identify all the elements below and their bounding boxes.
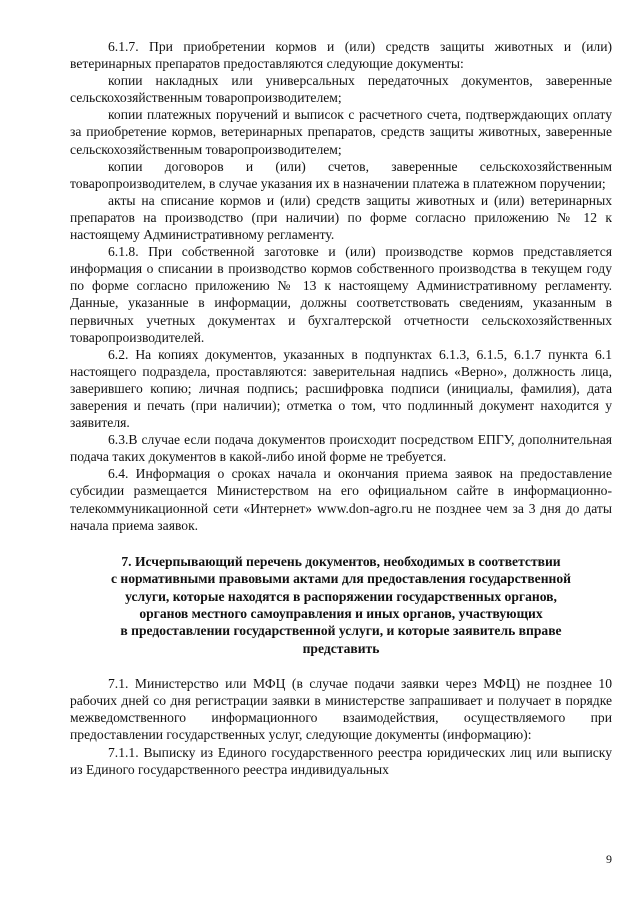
paragraph-6-4: 6.4. Информация о сроках начала и окончания приема заявок на предоставление субсидии размещается Министерством на его официальном сайте в информационно-телекоммуникационной сети «Интернет» www.don-agro.ru не позднее чем за 3 дня до даты начала приема заявок. [70,466,612,533]
paragraph-6-3: 6.3.В случае если подача документов происходит посредством ЕПГУ, дополнительная подача таких документов в какой-либо иной форме не требуется. [70,432,612,465]
document-page [70,38,612,778]
paragraph-7-1-1: 7.1.1. Выписку из Единого государственного реестра юридических лиц или выписку из Единого государственного реестра индивидуальных [70,744,612,777]
paragraph-payment-orders: копии платежных поручений и выписок с расчетного счета, подтверждающих оплату за приобретение кормов, ветеринарных препаратов, средств защиты животных, заверенные сельскохозяйственным товаропроизводителем; [70,107,612,157]
section-7-heading [70,553,612,657]
page-number: 9 [606,852,612,866]
heading-line: в предоставлении государственной услуги, и которые заявитель вправе [120,623,562,639]
heading-line: с нормативными правовыми актами для предоставления государственной [110,571,572,587]
heading-line: 7. Исчерпывающий перечень документов, необходимых в соответствии [121,553,561,569]
paragraph-6-1-7: 6.1.7. При приобретении кормов и (или) средств защиты животных и (или) ветеринарных препаратов предоставляются следующие документы: [70,39,612,72]
paragraph-contracts: копии договоров и (или) счетов, заверенные сельскохозяйственным товаропроизводителем, в случае указания их в назначении платежа в платежном поручении; [70,158,612,191]
paragraph-6-1-8: 6.1.8. При собственной заготовке и (или) производстве кормов представляется информация о списании в производство кормов собственного производства в текущем году по форме согласно приложению № 13 к настоящему Административному регламенту. Данные, указанные в информации, должны соответствовать сведениям, указанным в первичных учетных документах и бухгалтерской отчетности сельскохозяйственных товаропроизводителей. [70,244,612,345]
paragraph-7-1: 7.1. Министерство или МФЦ (в случае подачи заявки через МФЦ) не позднее 10 рабочих дней со дня регистрации заявки в министерстве запрашивает и получает в порядке межведомственного информационного взаимодействия, осуществляемого при предоставлении государственных услуг, следующие документы (информацию): [70,676,612,743]
heading-line: органов местного самоуправления и иных органов, участвующих [139,605,543,621]
heading-line: услуги, которые находятся в распоряжении государственных органов, [125,588,557,604]
paragraph-6-2: 6.2. На копиях документов, указанных в подпунктах 6.1.3, 6.1.5, 6.1.7 пункта 6.1 настоящего подраздела, проставляются: заверительная надпись «Верно», должность лица, заверившего копию; личная подпись; расшифровка подписи (инициалы, фамилия), дата заверения и печать (при наличии); отметка о том, что подлинный документ находится у заявителя. [70,346,612,431]
paragraph-write-off-acts: акты на списание кормов и (или) средств защиты животных и (или) ветеринарных препаратов на производство (при наличии) по форме согласно приложению № 12 к настоящему Административному регламенту. [70,192,612,243]
paragraph-invoices: копии накладных или универсальных передаточных документов, заверенные сельскохозяйственным товаропроизводителем; [70,73,612,106]
heading-line: представить [302,640,380,656]
